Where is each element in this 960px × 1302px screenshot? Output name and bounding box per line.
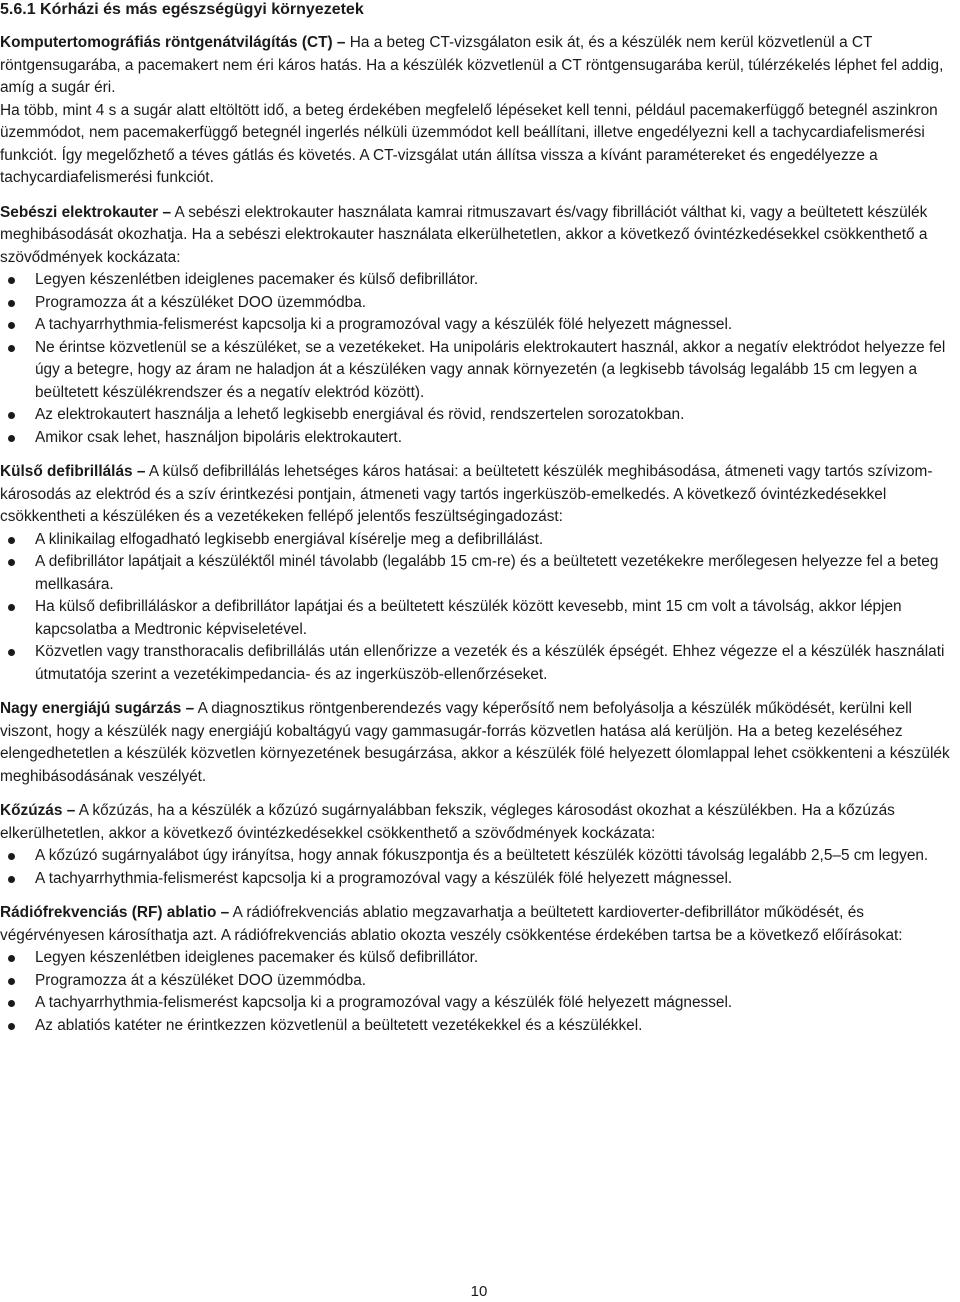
rf-paragraph xyxy=(0,902,958,947)
lithotripsy-term: Kőzúzás – xyxy=(0,802,76,819)
cautery-paragraph xyxy=(0,202,958,270)
list-item: Az ablatiós katéter ne érintkezzen közvetlenül a beültetett vezetékekkel és a készülékkel. xyxy=(0,1015,958,1038)
list-item: A tachyarrhythmia-felismerést kapcsolja ki a programozóval vagy a készülék fölé helyezett mágnessel. xyxy=(0,992,958,1015)
defib-bullet-list xyxy=(0,529,958,687)
list-item: Legyen készenlétben ideiglenes pacemaker és külső defibrillátor. xyxy=(0,269,958,292)
list-item: Ne érintse közvetlenül se a készüléket, se a vezetékeket. Ha unipoláris elektrokautert használ, akkor a negatív elektródot helyezze fel úgy a betegre, hogy az áram ne haladjon át a készüléken vagy annak környezetén (a legkisebb távolság legalább 15 cm legyen a beültetett készülékrendszer és a negatív elektród között). xyxy=(0,337,958,405)
section-heading: 5.6.1 Kórházi és más egészségügyi környezetek xyxy=(0,1,364,18)
defib-text: A külső defibrillálás lehetséges káros hatásai: a beültetett készülék meghibásodása, átmeneti vagy tartós szívizom-károsodás az elektród és a szív érintkezési pontjain, átmeneti vagy tartós ingerküszöb-emelkedés. A következő óvintézkedésekkel csökkentheti a készüléken és a vezetékeken fellépő jelentős feszültségingadozást: xyxy=(0,463,933,525)
ct-paragraph-1 xyxy=(0,32,958,100)
rf-term: Rádiófrekvenciás (RF) ablatio – xyxy=(0,904,230,921)
ct-term: Komputertomográfiás röntgenátvilágítás (CT) – xyxy=(0,34,346,51)
list-item: A tachyarrhythmia-felismerést kapcsolja ki a programozóval vagy a készülék fölé helyezett mágnessel. xyxy=(0,868,958,891)
cautery-text: A sebészi elektrokauter használata kamrai ritmuszavart és/vagy fibrillációt válthat ki, vagy a beültetett készülék meghibásodását okozhatja. Ha a sebészi elektrokauter használata elkerülhetetlen, akkor a következő óvintézkedésekkel csökkenthető a szövődmények kockázata: xyxy=(0,203,928,266)
defib-paragraph xyxy=(0,461,958,529)
section-rf-ablation xyxy=(0,902,958,1037)
list-item: A defibrillátor lapátjait a készüléktől minél távolabb (legalább 15 cm-re) és a beültetett vezetékekre merőlegesen helyezze fel a beteg mellkasára. xyxy=(0,551,958,596)
list-item: Programozza át a készüléket DOO üzemmódba. xyxy=(0,292,958,315)
list-item: Az elektrokautert használja a lehető legkisebb energiával és rövid, rendszertelen sorozatokban. xyxy=(0,404,958,427)
section-electrocautery xyxy=(0,202,958,450)
lithotripsy-text: A kőzúzás, ha a készülék a kőzúzó sugárnyalábban fekszik, végleges károsodást okozhat a készülékben. Ha a kőzúzás elkerülhetetlen, akkor a következő óvintézkedésekkel csökkenthető a szövődmények kockázata: xyxy=(0,802,895,842)
radiation-paragraph xyxy=(0,698,958,788)
radiation-term: Nagy energiájú sugárzás – xyxy=(0,700,195,717)
page-number: 10 xyxy=(470,1283,488,1300)
ct-text-1: Ha a beteg CT-vizsgálaton esik át, és a készülék nem kerül közvetlenül a CT röntgensugarába, a pacemakert nem éri káros hatás. Ha a készülék közvetlenül a CT röntgensugarába kerül, túlérzékelés léphet fel addig, amíg a sugár éri. xyxy=(0,34,944,96)
list-item: Programozza át a készüléket DOO üzemmódba. xyxy=(0,970,958,993)
rf-bullet-list xyxy=(0,947,958,1037)
ct-paragraph-2: Ha több, mint 4 s a sugár alatt eltöltött idő, a beteg érdekében megfelelő lépéseket kell tenni, például pacemakerfüggő betegnél aszinkron üzemmódot, nem pacemakerfüggő betegnél ingerlés nélküli üzemmódot kell beállítani, illetve engedélyezni kell a tachycardiafelismerési funkciót. Így megelőzhető a téves gátlás és követés. A CT-vizsgálat után állítsa vissza a kívánt paramétereket és engedélyezze a tachycardiafelismerési funkciót. xyxy=(0,101,938,186)
cautery-term: Sebészi elektrokauter – xyxy=(0,203,172,221)
list-item: Amikor csak lehet, használjon bipoláris elektrokautert. xyxy=(0,427,958,450)
rf-text: A rádiófrekvenciás ablatio megzavarhatja a beültetett kardioverter-defibrillátor működését, és végérvényesen károsíthatja azt. A rádiófrekvenciás ablatio okozta veszély csökkentése érdekében tartsa be a következő előírásokat: xyxy=(0,904,903,944)
list-item: A klinikailag elfogadható legkisebb energiával kísérelje meg a defibrillálást. xyxy=(0,529,958,552)
section-lithotripsy xyxy=(0,800,958,890)
lithotripsy-paragraph xyxy=(0,800,958,845)
section-high-energy-radiation xyxy=(0,698,958,788)
list-item: Közvetlen vagy transthoracalis defibrillálás után ellenőrizze a vezeték és a készülék épségét. Ehhez végezze el a készülék használati útmutatója szerint a vezetékimpedancia- és az ingerküszöb-ellenőrzéseket. xyxy=(0,641,958,686)
radiation-text: A diagnosztikus röntgenberendezés vagy képerősítő nem befolyásolja a készülék működését, kerülni kell viszont, hogy a készülék nagy energiájú kobaltágyú vagy gammasugár-forrás közvetlen hatása alá kerüljön. Ha a beteg kezeléséhez elengedhetetlen a készülék közvetlen környezetének besugárzása, akkor a készülék fölé helyezett ólomlappal lehet csökkenteni a készülék meghibásodásának veszélyét. xyxy=(0,700,950,785)
lithotripsy-bullet-list xyxy=(0,845,958,890)
section-ct xyxy=(0,32,958,190)
list-item: Ha külső defibrilláláskor a defibrillátor lapátjai és a beültetett készülék között kevesebb, mint 15 cm volt a távolság, akkor lépjen kapcsolatba a Medtronic képviseletével. xyxy=(0,596,958,641)
section-external-defibrillation xyxy=(0,461,958,686)
cautery-bullet-list xyxy=(0,269,958,449)
list-item: Legyen készenlétben ideiglenes pacemaker és külső defibrillátor. xyxy=(0,947,958,970)
list-item: A kőzúzó sugárnyalábot úgy irányítsa, hogy annak fókuszpontja és a beültetett készülék közötti távolság legalább 2,5–5 cm legyen. xyxy=(0,845,958,868)
defib-term: Külső defibrillálás – xyxy=(0,463,146,480)
list-item: A tachyarrhythmia-felismerést kapcsolja ki a programozóval vagy a készülék fölé helyezett mágnessel. xyxy=(0,314,958,337)
